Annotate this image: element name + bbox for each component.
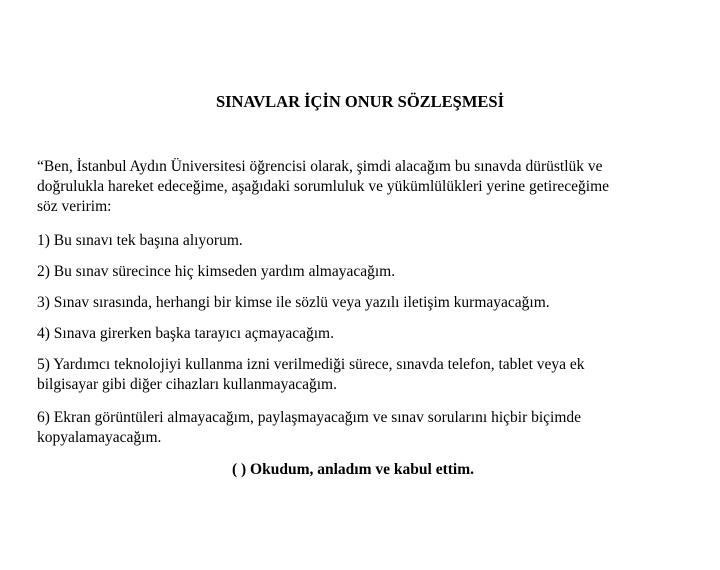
- consent-statement: ( ) Okudum, anladım ve kabul ettim.: [231, 461, 474, 478]
- pledge-item-1: [37, 231, 687, 251]
- pledge-item-line: 1) Bu sınavı tek başına alıyorum.: [37, 232, 243, 249]
- pledge-item-line: bilgisayar gibi diğer cihazları kullanmayacağım.: [37, 376, 337, 393]
- pledge-item-3: [37, 293, 687, 313]
- pledge-item-5: [37, 355, 687, 395]
- pledge-item-4: [37, 324, 687, 344]
- pledge-item-6: [37, 408, 687, 448]
- pledge-item-line: 6) Ekran görüntüleri almayacağım, paylaşmayacağım ve sınav sorularını hiçbir biçimde: [37, 409, 582, 426]
- intro-line: doğrulukla hareket edeceğime, aşağıdaki sorumluluk ve yükümlülükleri yerine getireceğime: [37, 178, 610, 195]
- pledge-item-line: 4) Sınava girerken başka tarayıcı açmayacağım.: [37, 325, 334, 342]
- document-title: SINAVLAR İÇİN ONUR SÖZLEŞMESİ: [215, 92, 505, 111]
- intro-line: “Ben, İstanbul Aydın Üniversitesi öğrencisi olarak, şimdi alacağım bu sınavda dürüstlük ve: [37, 158, 603, 175]
- intro-line: söz veririm:: [37, 198, 112, 215]
- pledge-item-line: 2) Bu sınav sürecince hiç kimseden yardım almayacağım.: [37, 263, 396, 280]
- pledge-item-line: 5) Yardımcı teknolojiyi kullanma izni verilmediği sürece, sınavda telefon, tablet veya ek: [37, 356, 585, 373]
- intro-paragraph: [37, 157, 687, 217]
- pledge-item-line: kopyalamayacağım.: [37, 429, 162, 446]
- pledge-item-2: [37, 262, 687, 282]
- pledge-item-line: 3) Sınav sırasında, herhangi bir kimse ile sözlü veya yazılı iletişim kurmayacağım.: [37, 294, 550, 311]
